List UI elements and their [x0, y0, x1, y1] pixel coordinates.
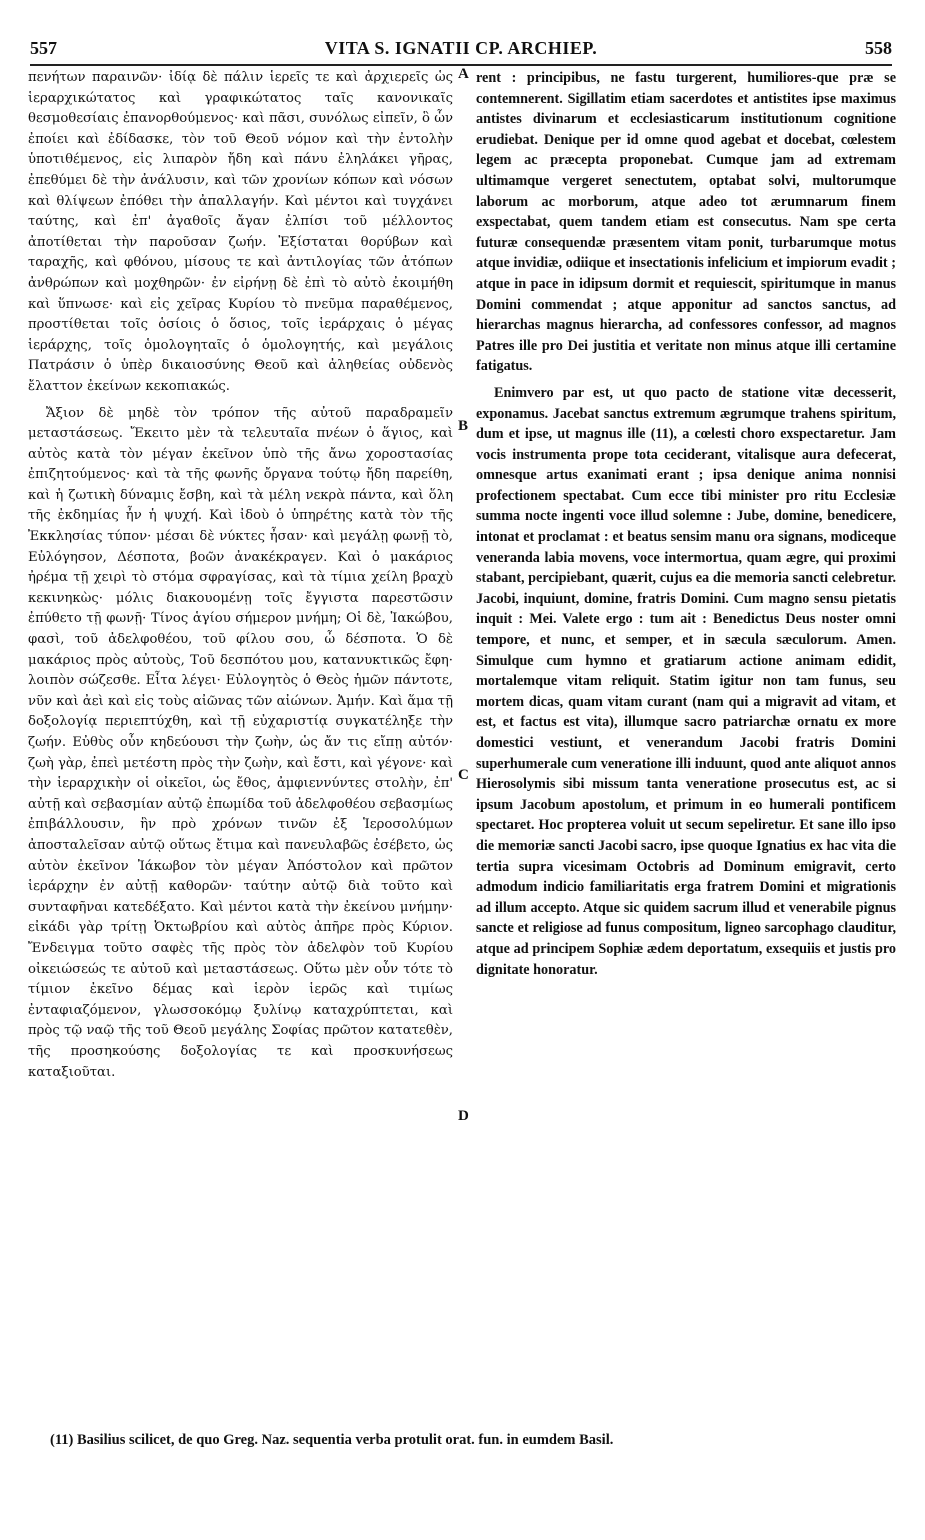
running-header [30, 38, 892, 64]
latin-paragraph-1: rent : principibus, ne fastu turgerent, humiliores-que præ se contemnerent. Sigillatim etiam sacerdotes et antistites ipse maximus antistes divinarum et ecclesiasticarum institutionum cognitione erudiebat. Denique per id omne quod agebat et docebat, cœlestem legem ac præcepta proponebat. Cumque jam ad extremam ultimamque vergeret senectutem, optabat solvi, multorumque laborum ac morborum, atque adeo tot ærumnarum finem exspectabat, quem tandem etiam est consecutus. Nam spe certa futuræ consequendæ præsentem vitam ponit, turbarumque motus atque invidiæ, odiique et insectationis infelicium et impiorum evadit ; atque in pace in idipsum dormit et requiescit, spiritumque in manus Domini commendat ; atque apponitur ad sanctos sanctus, ad hierarchas magnus hierarcha, ad confessores confessor, ad magnos Patres ille pro Dei justitia et veritate non minus atque illi certamine fatigatus. [476, 70, 896, 375]
latin-paragraph-2: Enimvero par est, ut quo pacto de statione vitæ decesserit, exponamus. Jacebat sanctus extremum ægrumque trahens spiritum, dum et ipse, ut magnus ille (11), a cœlesti choro exspectaretur. Jam vocis instrumenta prope tota ceciderant, vitalisque aura defecerat, omnesque artus exanimati erant ; ipsa denique anima nonnisi profectionem spectabat. Cum ecce tibi minister pro ritu Ecclesiæ summa nocte ingenti voce illud solemne : Jube, domine, benedicere, intonat et proclamat : et beatus sensim manu ora signans, modiceque veneranda labia movens, voce intermortua, quam ægre, qui proximi stabant, percipiebant, quærit, cujus ea die memoria sancti celebretur. Jacobi, inquiunt, domine, fratris Domini. Cum magno sensu pietatis inquit : Mei. Valete ergo : tum ait : Benedictus Deus noster omni tempore, et nunc, et semper, et in sæcula sæculorum. Amen. Simulque cum hymno et gratiarum actione animam edidit, mortalemque vitam reliquit. Statim igitur non tam funus, seu mortem dicas, quam vitam curant (nam qui a migravit ad vitam, et est, et factus est vita), illumque sacro patriarchæ ornatu ex more domestici vestiunt, et venerandum Jacobi fratris Domini superhumerale cum veneratione illi induunt, quod ante aliquot annos Hierosolymis sibi missum tanta veneratione prosecutus est, ac si ipsum Jacobum apostolum, et primum in eo humerali pontificem spectaret. Hoc propterea voluit ut secum sepeliretur. Et sane illo ipso die memoriæ sancti Jacobi sacro, ipse quoque Ignatius ex hac vita die tertia supra vicesimam Octobris ad Dominum emigravit, certo admodum indicio familiaritatis erga fratrem Domini et migrationis ad illum accepto. Atque sic quidem sacrum illud et venerabile pignus sancte et religiose ad funus compositum, ligneo sarcophago clauditur, atque ad principem Sophiæ ædem deportatum, exsequiis et justis pro dignitate honoratur. [476, 384, 896, 978]
running-title: VITA S. IGNATII CP. ARCHIEP. [324, 38, 598, 58]
margin-marker-b: B [458, 418, 469, 434]
greek-column [28, 68, 453, 1089]
greek-paragraph-1: πενήτων παραινῶν· ἰδίᾳ δὲ πάλιν ἱερεῖς τε καὶ ἀρχιερεῖς ὡς ἱεραρχικώτατος καὶ γραφικώτατος ταῖς κανονικαῖς θεσμοθεσίαις ἐπανορθούμενος· καὶ πᾶσι, συνόλως εἰπεῖν, ὃ ὧν ἐποίει καὶ ἐδίδασκε, τὸν τοῦ Θεοῦ νόμον καὶ τὴν ἐντολὴν ὑποτιθέμενος, εἰς λιπαρὸν ἤδη καὶ πάνυ ἐληλάκει γῆρας, ἐπεθύμει δὲ τὴν ἀνάλυσιν, καὶ τῶν χρονίων κόπων καὶ νόσων καὶ θλίψεων ἐπόθει τὴν ἀπαλλαγήν. Καὶ μέντοι καὶ τυγχάνει ταύτης, καὶ ἐπ' ἀγαθοῖς ἄγαν ἐλπίσι τοῦ μέλλοντος ἀποτίθεται τὴν παροῦσαν ζωήν. Ἐξίσταται θορύβων καὶ ταραχῆς, καὶ φθόνου, μίσους τε καὶ ἀντιλογίας τῶν ἀτόπων ἀνθρώπων καὶ μοχθηρῶν· ἐν εἰρήνῃ δὲ ἐπὶ τὸ αὐτὸ ἐκοιμήθη καὶ ὕπνωσε· καὶ εἰς χεῖρας Κυρίου τὸ πνεῦμα παραθέμενος, προστίθεται τοῖς ὁσίοις ὁ ὅσιος, τοῖς ἱεράρχαις ὁ μέγας ἱεράρχης, τοῖς ὁμολογηταῖς ὁ ὁμολογητής, καὶ μεγάλοις Πατράσιν ὁ ὑπὲρ δικαιοσύνης Θεοῦ καὶ ἀληθείας οὐδενὸς ἔλαττον ἐκείνων κεκοπιακώς. [28, 70, 453, 394]
margin-marker-d: D [458, 1108, 469, 1124]
page-number-right: 558 [865, 38, 892, 58]
footnote: (11) Basilius scilicet, de quo Greg. Naz. sequentia verba protulit orat. fun. in eumdem Basil. [50, 1432, 614, 1448]
latin-column [476, 68, 896, 986]
margin-marker-a: A [458, 66, 469, 82]
page-number-left: 557 [30, 38, 57, 58]
margin-marker-c: C [458, 767, 469, 783]
greek-paragraph-2: Ἄξιον δὲ μηδὲ τὸν τρόπον τῆς αὐτοῦ παραδραμεῖν μεταστάσεως. Ἔκειτο μὲν τὰ τελευταῖα πνέων ὁ ἅγιος, καὶ αὐτὸς κατὰ τὸν μέγαν ἐκεῖνον ὑπὸ τῆς ἄνω χοροστασίας ἐπιζητούμενος· καὶ τὰ τῆς φωνῆς ὄργανα τούτῳ ἤδη παρείθη, καὶ ἡ ζωτικὴ δύναμις ἔσβη, καὶ τὰ μέλη νεκρὰ πάντα, καὶ ὅλη τῆς ἐκδημίας ἦν ἡ ψυχή. Καὶ ἰδοὺ ὁ ὑπηρέτης κατὰ τὸν τῆς Ἐκκλησίας τύπον· μέσαι δὲ νύκτες ἦσαν· καὶ μεγάλῃ φωνῇ τὸ, Εὐλόγησον, Δέσποτα, βοῶν ἀνακέκραγεν. Καὶ ὁ μακάριος ἠρέμα τῇ χειρὶ τὸ στόμα σφραγίσας, καὶ τὰ τίμια χείλη βραχὺ κεκινηκὼς· μόλις διακουομένῃ τοῖς ἔγγιστα παρεστῶσιν ἐπύθετο τῇ φωνῇ· Τίνος ἁγίου σήμερον μνήμη; Οἱ δὲ, Ἰακώβου, φασὶ, τοῦ ἀδελφοθέου, τοῦ φίλου σου, ὦ δέσποτα. Ὁ δὲ μακάριος πρὸς αὐτοὺς, Τοῦ δεσπότου μου, κατανυκτικῶς ἔφη· λοιπὸν σώζεσθε. Εἶτα λέγει· Εὐλογητὸς ὁ Θεὸς ἡμῶν πάντοτε, νῦν καὶ ἀεὶ καὶ εἰς τοὺς αἰῶνας τῶν αἰώνων. Ἀμήν. Καὶ ἅμα τῇ δοξολογίᾳ περιεπτύχθη, καὶ τῇ εὐχαριστίᾳ συγκατέληξε τὴν ζωήν. Εὐθὺς οὖν κηδεύουσι τὴν ζωὴν, ὡς ἄν τις εἴπῃ αὐτόν· ζωὴ γὰρ, ἐπεὶ μετέστη πρὸς τὴν ζωὴν, καὶ ἔστι, καὶ γέγονε· καὶ τὴν ἱεραρχικὴν οἱ οἰκεῖοι, ὡς ἔθος, ἀμφιεννύντες στολὴν, ἐπ' αὐτῇ καὶ σεβασμίαν αὐτῷ ἐπωμίδα τοῦ ἀδελφοθέου σεβασμίως ἐπιβάλλουσιν, ἣν πρὸ χρόνων τινῶν ἐξ Ἱεροσολύμων ἀποσταλεῖσαν αὐτῷ οὕτως ἔτιμα καὶ πανευλαβῶς ἐσέβετο, ὡς αὐτὸν ἐκεῖνον Ἰάκωβον τὸν μέγαν Ἀπόστολον καὶ πρῶτον ἱεράρχην ἐν αὐτῇ καθορῶν· ταύτην αὐτῷ διὰ τοῦτο καὶ συνταφῆναι κατεδέξατο. Καὶ μέντοι κατὰ τὴν ἐκείνου μνήμην· εἰκάδι γὰρ τρίτῃ Ὀκτωβρίου καὶ αὐτὸς ἀπῆρε πρὸς Κύριον. Ἔνδειγμα τοῦτο σαφὲς τῆς πρὸς τὸν ἀδελφὸν τοῦ Κυρίου οἰκειώσεώς τε αὐτοῦ καὶ μεταστάσεως. Οὕτω μὲν οὖν τότε τὸ τίμιον ἐκεῖνο δέμας καὶ ἱερὸν ἱερῶς καὶ τιμίως ἐνταφιαζόμενον, γλωσσοκόμῳ ξυλίνῳ καταχρύπτεται, καὶ πρὸς τῷ ναῷ τῆς τοῦ Θεοῦ μεγάλης Σοφίας πρῶτον κατατεθὲν, τῆς προσηκούσης δοξολογίας τε καὶ προσκυνήσεως καταξιοῦται. [28, 405, 453, 1080]
